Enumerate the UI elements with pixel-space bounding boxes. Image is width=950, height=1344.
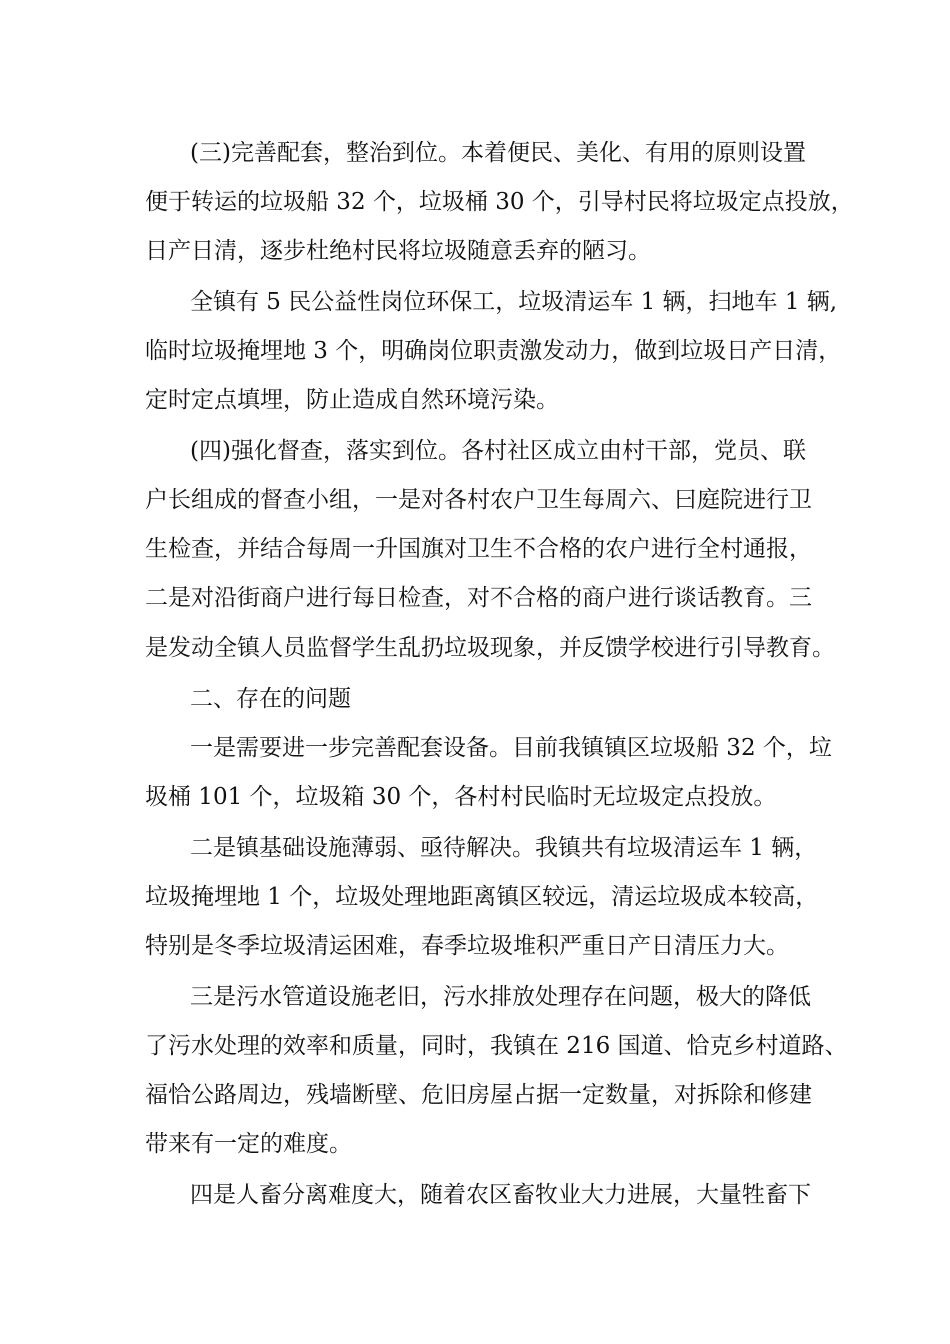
text-line: (四)强化督查，落实到位。各村社区成立由村干部，党员、联 <box>190 438 806 464</box>
text-line: 垃圾掩埋地 1 个，垃圾处理地距离镇区较远，清运垃圾成本较高， <box>145 884 819 910</box>
text-line: 是发动全镇人员监督学生乱扔垃圾现象，并反馈学校进行引导教育。 <box>145 635 835 661</box>
text-line: 特别是冬季垃圾清运困难，春季垃圾堆积严重日产日清压力大。 <box>145 933 789 959</box>
text-line: 户长组成的督查小组，一是对各村农户卫生每周六、曰庭院进行卫 <box>145 487 812 513</box>
text-line: 二是镇基础设施薄弱、亟待解决。我镇共有垃圾清运车 1 辆， <box>190 835 818 861</box>
text-line: 圾桶 101 个，垃圾箱 30 个，各村村民临时无垃圾定点投放。 <box>145 784 777 810</box>
text-line: 三是污水管道设施老旧，污水排放处理存在问题，极大的降低 <box>190 984 811 1010</box>
text-line: 带来有一定的难度。 <box>145 1131 352 1157</box>
text-line: 日产日清，逐步杜绝村民将垃圾随意丢弃的陋习。 <box>145 238 651 264</box>
text-line: 二是对沿街商户进行每日检查，对不合格的商户进行谈话教育。三 <box>145 585 812 611</box>
text-line: 生检查，并结合每周一升国旗对卫生不合格的农户进行全村通报， <box>145 536 812 562</box>
text-line: 定时定点填埋，防止造成自然环境污染。 <box>145 387 559 413</box>
text-line: 了污水处理的效率和质量，同时，我镇在 216 国道、恰克乡村道路、 <box>145 1033 848 1059</box>
text-line: 临时垃圾掩埋地 3 个，明确岗位职责激发动力，做到垃圾日产日清， <box>145 338 842 364</box>
text-line: 全镇有 5 民公益性岗位环保工，垃圾清运车 1 辆，扫地车 1 辆, <box>190 289 838 315</box>
text-line: (三)完善配套，整治到位。本着便民、美化、有用的原则设置 <box>190 140 806 166</box>
heading-text: 二、存在的问题 <box>190 686 351 712</box>
text-line: 一是需要进一步完善配套设备。目前我镇镇区垃圾船 32 个，垃 <box>190 735 832 761</box>
text-line: 便于转运的垃圾船 32 个，垃圾桶 30 个，引导村民将垃圾定点投放， <box>145 189 854 215</box>
text-line: 四是人畜分离难度大，随着农区畜牧业大力进展，大量牲畜下 <box>190 1182 811 1208</box>
text-line: 福恰公路周边，残墙断壁、危旧房屋占据一定数量，对拆除和修建 <box>145 1082 812 1108</box>
